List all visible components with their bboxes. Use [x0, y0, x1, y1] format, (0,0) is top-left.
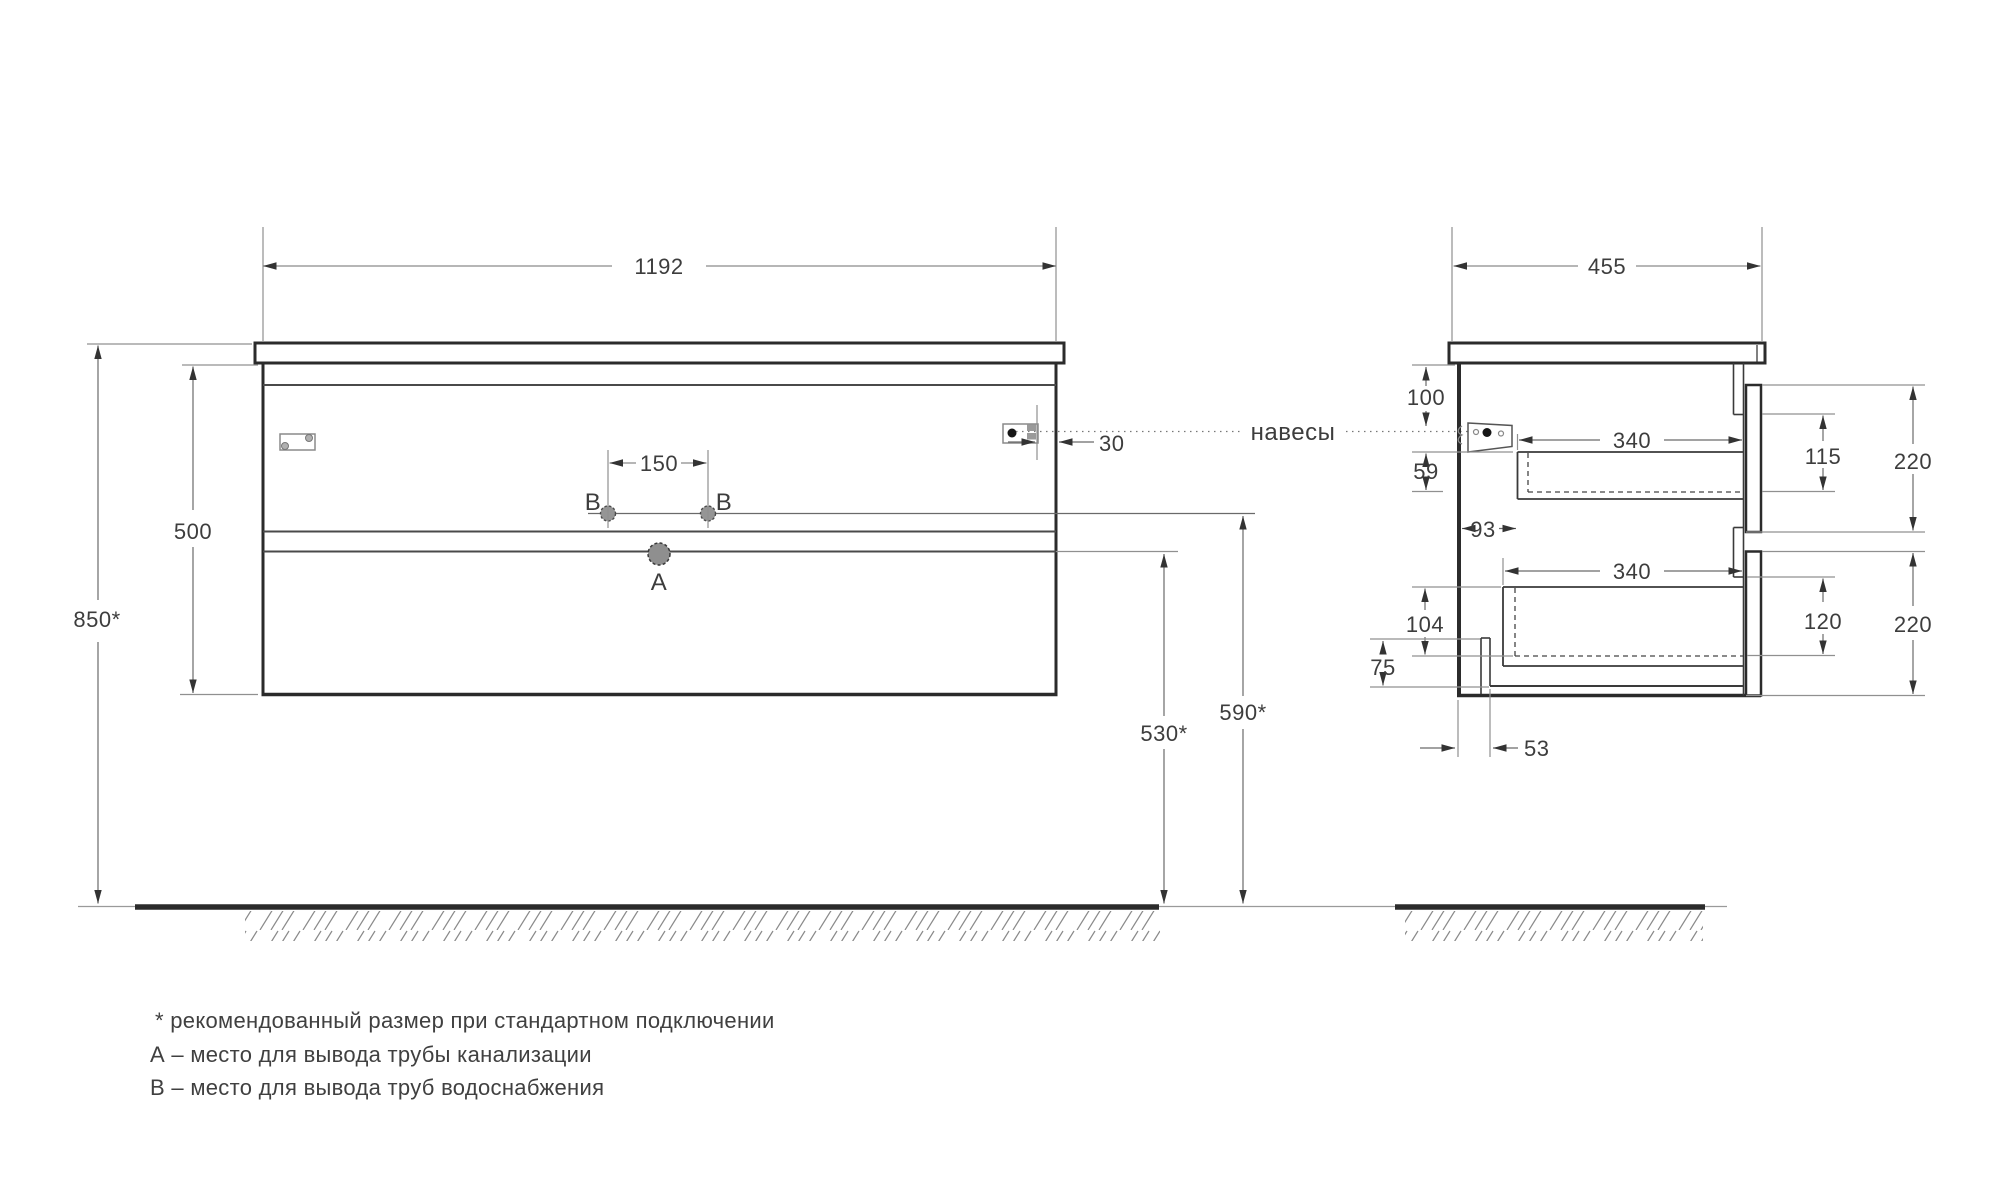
hangers-callout-label: навесы — [1250, 419, 1336, 446]
dim-drawer-zone-height-label: 500 — [173, 519, 213, 544]
notes — [150, 1008, 775, 1100]
dim-bottom-recess-depth — [1420, 689, 1549, 761]
handle-groove-top — [1734, 363, 1744, 415]
mount-bracket-right-icon — [1003, 424, 1038, 443]
bottom-recess — [1481, 638, 1490, 694]
dim-bottom-recess-height-label: 75 — [1370, 655, 1396, 680]
dim-drawer-zone-height — [174, 365, 258, 695]
dim-depth-label: 455 — [1587, 254, 1627, 279]
floor-hatch-left — [245, 911, 1160, 941]
dim-depth — [1452, 227, 1762, 341]
dim-drawer-bottom-inner-height-label: 120 — [1803, 609, 1843, 634]
dim-install-height — [73, 344, 252, 904]
dim-drawer-bottom-box-height-label: 104 — [1405, 612, 1445, 637]
dim-hanger-zone — [1412, 452, 1513, 492]
countertop-front — [255, 343, 1064, 363]
note-hole-a: А – место для вывода трубы канализации — [150, 1042, 592, 1067]
dim-drawer-top-inner-height-label: 115 — [1804, 444, 1842, 469]
drawer-box-top — [1518, 452, 1744, 499]
hole-b-right-label: B — [715, 489, 733, 516]
drawer-box-bottom — [1503, 587, 1743, 666]
handle-groove-middle — [1734, 528, 1744, 578]
dim-drawer-bottom-depth — [1503, 558, 1742, 585]
floor — [78, 907, 1727, 942]
floor-hatch-right — [1405, 911, 1703, 941]
dim-holes-spacing-label: 150 — [639, 451, 679, 476]
dim-holes-spacing — [608, 450, 708, 528]
dim-hanger-offset-label: 100 — [1406, 385, 1446, 410]
dim-bottom-recess-depth-label: 53 — [1524, 736, 1550, 761]
dim-drain-height — [1140, 554, 1187, 904]
dim-install-height-label: 850* — [73, 607, 121, 632]
side-view — [1449, 343, 1765, 696]
dim-hanger-zone-label: 59 — [1413, 459, 1439, 484]
dim-water-height — [1219, 516, 1266, 904]
dim-hanger-offset — [1407, 365, 1455, 426]
dim-drawer-top-front-height-label: 220 — [1893, 449, 1933, 474]
hole-a-label: A — [650, 569, 668, 596]
dim-drain-height-label: 530* — [1140, 721, 1188, 746]
side-view-dimensions — [1370, 227, 1932, 761]
dim-width-label: 1192 — [634, 254, 684, 279]
countertop-side — [1449, 343, 1765, 363]
dim-bracket-offset-label: 30 — [1099, 431, 1125, 456]
dim-drawer-top-depth — [1519, 428, 1742, 453]
drawer-front-top — [1746, 385, 1761, 532]
dim-width — [263, 227, 1056, 341]
dim-back-gap-label: 93 — [1470, 517, 1496, 542]
dim-water-height-label: 590* — [1219, 700, 1267, 725]
dim-bottom-recess-height — [1370, 639, 1489, 687]
hanger-bracket-icon — [1458, 423, 1512, 452]
dim-drawer-bottom-depth-label: 340 — [1612, 559, 1652, 584]
front-view-dimensions — [73, 227, 1266, 904]
dim-drawer-top-depth-label: 340 — [1612, 428, 1652, 453]
note-recommended-size: * рекомендованный размер при стандартном подключении — [155, 1008, 775, 1033]
hole-b-left-label: B — [584, 489, 602, 516]
dim-drawer-top-inner-height — [1762, 414, 1841, 492]
hole-a — [648, 543, 670, 565]
mount-bracket-left-icon — [280, 434, 315, 450]
dim-drawer-bottom-front-height-label: 220 — [1893, 612, 1933, 637]
front-view — [255, 343, 1255, 695]
note-hole-b: В – место для вывода труб водоснабжения — [150, 1075, 605, 1100]
drawer-front-bottom — [1746, 552, 1761, 696]
